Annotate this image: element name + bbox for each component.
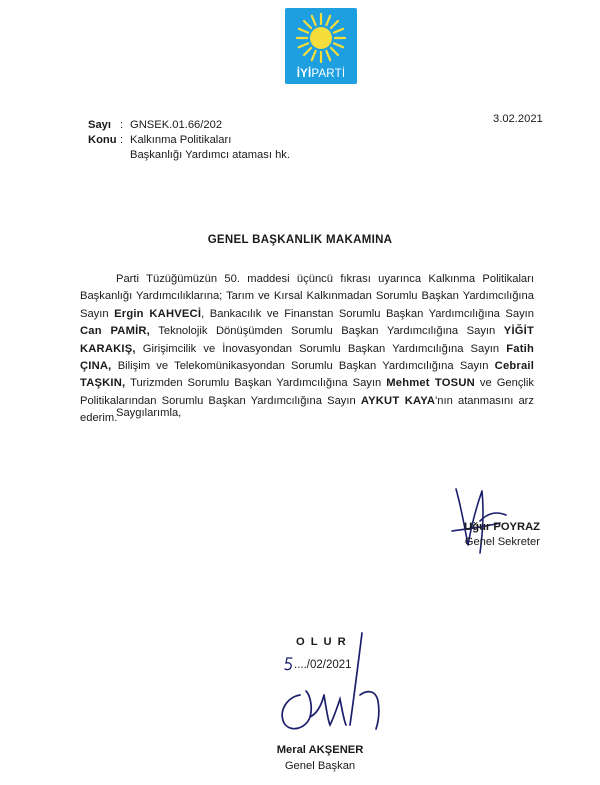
document-date: 3.02.2021 — [493, 113, 543, 125]
secretary-title: Genel Sekreter — [464, 536, 540, 548]
sun-ray — [331, 48, 338, 55]
sayi-row: Sayı : GNSEK.01.66/202 — [88, 119, 223, 131]
body-paragraph: Parti Tüzüğümüzün 50. maddesi üçüncü fıkrası uyarınca Kalkınma Politikaları Başkanlığı Yardımcılıklarına; Tarım ve Kırsal Kalkınmadan Sorumlu Başkan Yardımcılığına Sayın Ergin KAHVECİ, Bankacılık ve Finanstan Sorumlu Başkan Yardımcılığına Sayın Can PAMİR, Teknolojik Dönüşümden Sorumlu Başkan Yardımcılığına Sayın YİĞİT KARAKIŞ, Girişimcilik ve İnovasyondan Sorumlu Başkan Yardımcılığına Sayın Fatih ÇINA, Bilişim ve Telekomünikasyondan Sorumlu Başkan Yardımcılığına Sayın Cebrail TAŞKIN, Turizmden Sorumlu Başkan Yardımcılığına Sayın Mehmet TOSUN ve Gençlik Politikalarından Sorumlu Başkan Yardımcılığına Sayın AYKUT KAYA'nın atanmasını arz ederim. — [80, 273, 535, 425]
chair-title: Genel Başkan — [284, 760, 356, 772]
sun-ray — [326, 51, 330, 60]
closing-salutation: Saygılarımla, — [116, 407, 182, 419]
appointee-name: Ergin KAHVECİ — [114, 307, 202, 320]
konu-row: Konu : Kalkınma Politikaları — [88, 134, 232, 146]
sun-ray — [304, 48, 311, 55]
sun-ray — [334, 29, 343, 33]
approval-olur: OLUR — [296, 636, 352, 648]
konu-label: Konu — [88, 134, 117, 146]
sun-ray — [331, 21, 338, 28]
sun-ray — [326, 16, 330, 25]
sun-ray — [334, 43, 343, 47]
appointee-name: Fatih ÇINA, — [80, 342, 534, 373]
party-logo — [285, 8, 357, 84]
chair-block — [255, 742, 385, 774]
konu-value-line2: Başkanlığı Yardımcı ataması hk. — [130, 149, 291, 161]
sun-ray — [299, 29, 308, 33]
appointee-name: Cebrail TAŞKIN, — [80, 360, 534, 390]
approval-date: ..../02/2021 — [284, 657, 352, 671]
appointee-name: Can PAMİR, — [80, 325, 150, 338]
letter-body — [80, 271, 534, 428]
secretary-name: Uğur POYRAZ — [464, 521, 540, 533]
logo-text: İYİPARTİ — [296, 68, 346, 80]
sun-icon — [285, 8, 357, 68]
konu-value-line1: Kalkınma Politikaları — [130, 134, 232, 146]
appointee-name: YİĞİT KARAKIŞ, — [80, 325, 534, 355]
sun-ray — [312, 16, 316, 25]
chair-name: Meral AKŞENER — [276, 744, 364, 756]
secretary-block — [430, 520, 540, 550]
sun-ray — [299, 43, 308, 47]
recipient-heading: GENEL BAŞKANLIK MAKAMINA — [207, 234, 393, 246]
sun-ray — [312, 51, 316, 60]
sun-ray — [304, 21, 311, 28]
appointee-name: AYKUT KAYA — [360, 394, 436, 407]
sayi-label: Sayı — [88, 119, 112, 131]
signature-chair — [270, 625, 390, 740]
sayi-value: GNSEK.01.66/202 — [130, 119, 223, 131]
appointee-name: Mehmet TOSUN — [386, 377, 475, 390]
document-meta — [88, 118, 290, 163]
